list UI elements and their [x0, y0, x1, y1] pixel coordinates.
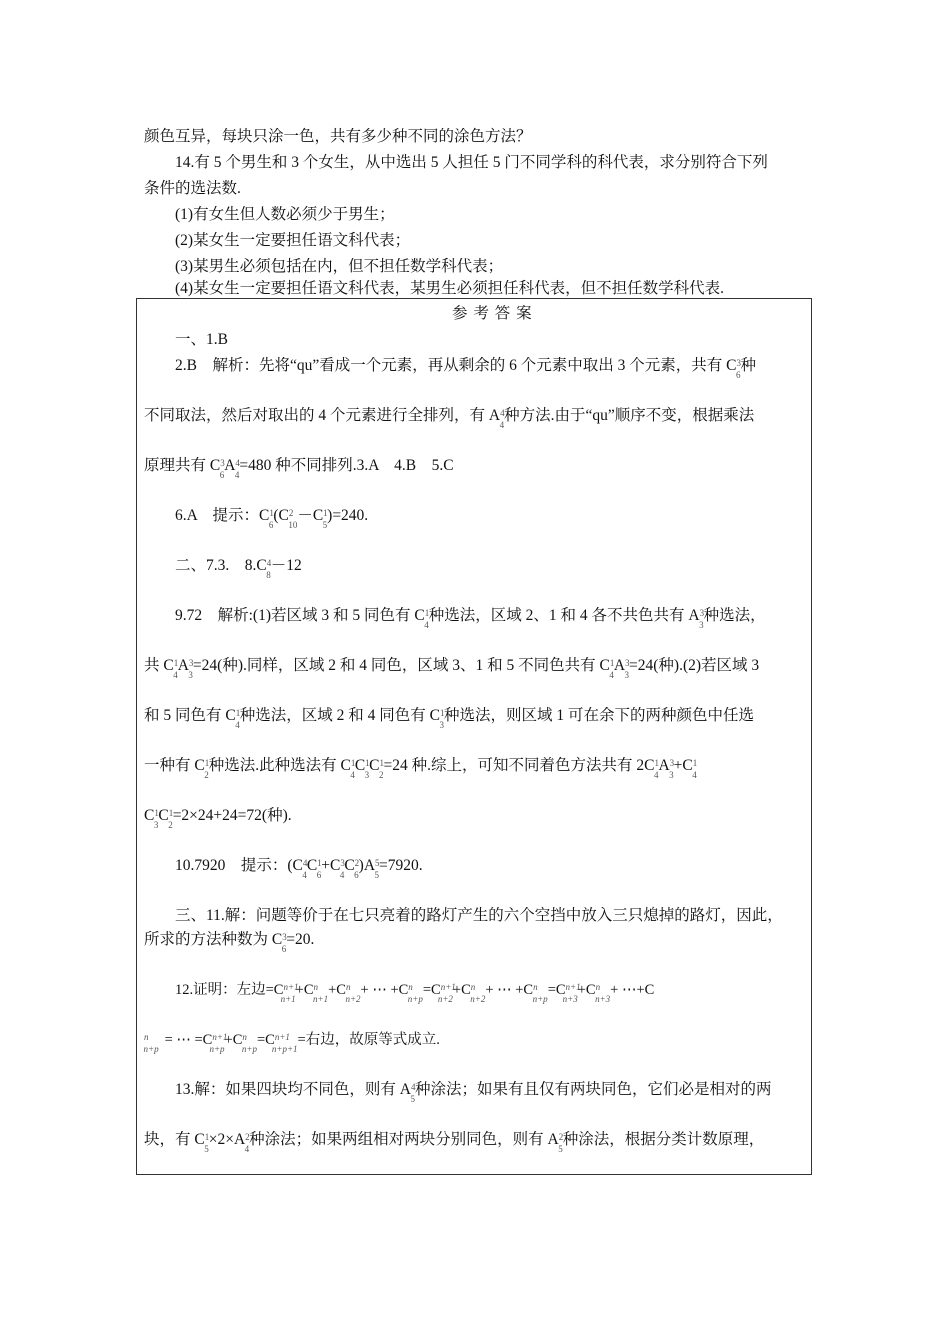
answer-9-line-4: 一种有 $C^1_2$种选法.此种选法有 $C^1_4C^1_3C^1_2=24$ 种.综上，可知不同着色方法共有 $2C^1_4A^3_3+C^1_4$: [144, 757, 698, 780]
answer-11-line-2: 所求的方法种数为 $C^3_6=20$.: [144, 931, 315, 954]
answer-9-line-2: 共 $C^1_4A^3_3=24$(种).同样，区域 2 和 4 同色，区域 3、1 和 5 不同色共有 $C^1_4A^3_3=24$(种).(2)若区域 3: [144, 657, 760, 680]
q13-continuation: 颜色互异，每块只涂一色，共有多少种不同的涂色方法？: [144, 128, 532, 145]
answer-13-line-2: 块，有 $C^1_5\times 2\times A^2_4$种涂法；如果两组相对两块分别同色，则有 $A^2_5$种涂法，根据分类计数原理，: [144, 1131, 765, 1154]
answer-11-line-1: 三、11.解：问题等价于在七只亮着的路灯产生的六个空挡中放入三只熄掉的路灯，因此，: [175, 907, 783, 924]
answer-12-line-2: $^n_{n+p}$= ⋯ $=C^{n+1}_{n+p}+C^n_{n+p}=C^{n+1}_{n+p+1}=$右边，故原等式成立.: [143, 1032, 440, 1054]
answer-9-line-5: $C^1_3C^1_2=2\times 24+24=72$(种).: [144, 807, 292, 830]
answer-1: 一、1.B: [175, 331, 228, 348]
q14-part-1: (1)有女生但人数必须少于男生；: [175, 206, 395, 223]
answer-9-line-1: 9.72 解析:(1)若区域 3 和 5 同色有 $C^1_4$种选法，区域 2、1 和 4 各不共色共有 $A^3_3$种选法，: [175, 607, 766, 630]
q14-part-4: (4)某女生一定要担任语文科代表，某男生必须担任科代表，但不担任数学科代表.: [175, 280, 724, 297]
answer-12-line-1: 12.证明：左边$=C^{n+1}_{n+1}+C^n_{n+1}+C^n_{n+2}+$ ⋯ $+C^n_{n+p}=C^{n+1}_{n+2}+C^n_{n+2}+$ ⋯ $+C^n_{n+p}=C^{n+1}_{n+3}+C^n_{n+3}+$ ⋯+C: [175, 982, 655, 1004]
answer-6: 6.A 提示：$C^1_6(C^2_{10}-C^1_5)=240$.: [175, 507, 369, 530]
q14-part-3: (3)某男生必须包括在内，但不担任数学科代表；: [175, 258, 504, 275]
answer-2-line-2: 不同取法，然后对取出的 4 个元素进行全排列，有 $A^4_4$种方法.由于“qu”顺序不变，根据乘法: [144, 407, 755, 430]
answer-10: 10.7920 提示：$(C^4_4C^1_6+C^3_4C^2_6)A^5_5=7920$.: [175, 857, 423, 880]
answer-9-line-3: 和 5 同色有 $C^1_4$种选法，区域 2 和 4 同色有 $C^1_3$种选法，则区域 1 可在余下的两种颜色中任选: [144, 707, 754, 730]
q14-stem: 14.有 5 个男生和 3 个女生，从中选出 5 人担任 5 门不同学科的科代表，求分别符合下列: [175, 154, 768, 171]
answer-2-line-1: 2.B 解析：先将“qu”看成一个元素，再从剩余的 6 个元素中取出 3 个元素，共有 $C^3_6$种: [175, 357, 756, 380]
q14-stem-cont: 条件的选法数.: [144, 180, 241, 197]
q14-part-2: (2)某女生一定要担任语文科代表；: [175, 232, 411, 249]
answer-title: 参 考 答 案: [452, 305, 533, 322]
answer-2-line-3: 原理共有 $C^3_6A^4_4=480$ 种不同排列.3.A 4.B 5.C: [144, 457, 454, 480]
answer-13-line-1: 13.解：如果四块均不同色，则有 $A^4_5$种涂法；如果有且仅有两块同色，它们必是相对的两: [175, 1081, 772, 1104]
answer-7-8: 二、7.3. $8.C^4_8-12$: [175, 557, 302, 580]
